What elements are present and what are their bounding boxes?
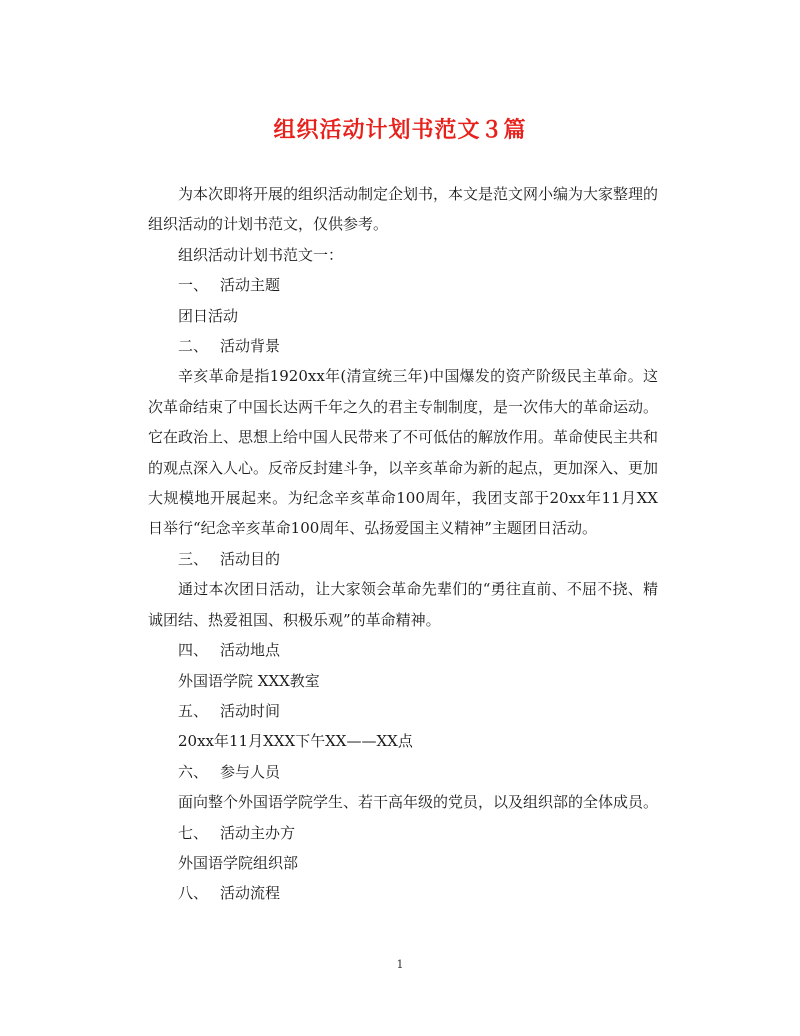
document-title: 组织活动计划书范文３篇 [273,117,527,143]
section-heading-text: 活动地点 [220,641,281,660]
section-number: 四、 [178,641,209,660]
section-heading-7 [148,818,658,848]
section-number: 七、 [178,823,209,842]
section-number: 三、 [178,549,209,568]
section-number: 二、 [178,337,209,356]
section-content-2: 辛亥革命是指1920xx年(清宣统三年)中国爆发的资产阶级民主革命。这次革命结束了中国长达两千年之久的君主专制制度，是一次伟大的革命运动。它在政治上、思想上给中国人民带来了不可低估的解放作用。革命使民主共和的观点深入人心。反帝反封建斗争，以辛亥革命为新的起点，更加深入、更加大规模地开展起来。为纪念辛亥革命100周年，我团支部于20xx年11月XX日举行“纪念辛亥革命100周年、弘扬爱国主义精神”主题团日活动。 [148,367,659,538]
section-content-4: 外国语学院 XXX教室 [178,671,320,690]
section-label: 组织活动计划书范文一： [178,245,344,264]
section-heading-text: 活动主题 [220,276,281,295]
page-number: 1 [396,958,404,971]
section-heading-3 [148,544,658,574]
section-heading-text: 活动目的 [220,549,281,568]
section-heading-1 [148,270,658,300]
section-content-3: 通过本次团日活动，让大家领会革命先辈们的“勇往直前、不屈不挠、精诚团结、热爱祖国、积极乐观”的革命精神。 [148,580,658,629]
section-heading-text: 参与人员 [220,762,281,781]
section-heading-text: 活动时间 [220,701,281,720]
section-heading-text: 活动背景 [220,337,281,356]
section-content-5: 20xx年11月XXX下午XX——XX点 [178,732,413,751]
section-heading-2 [148,331,658,361]
section-content-6: 面向整个外国语学院学生、若干高年级的党员，以及组织部的全体成员。 [178,793,659,812]
section-number: 五、 [178,701,209,720]
section-number: 一、 [178,276,209,295]
section-number: 八、 [178,884,209,903]
section-heading-5 [148,696,658,726]
section-heading-4 [148,635,658,665]
section-heading-text: 活动主办方 [220,823,296,842]
section-heading-6 [148,757,658,787]
section-content-1: 团日活动 [178,306,239,325]
document-body [148,179,658,909]
intro-paragraph: 为本次即将开展的组织活动制定企划书，本文是范文网小编为大家整理的组织活动的计划书范文，仅供参考。 [148,185,659,234]
section-heading-8 [148,878,658,908]
section-content-7: 外国语学院组织部 [178,853,299,872]
section-number: 六、 [178,762,209,781]
section-heading-text: 活动流程 [220,884,281,903]
